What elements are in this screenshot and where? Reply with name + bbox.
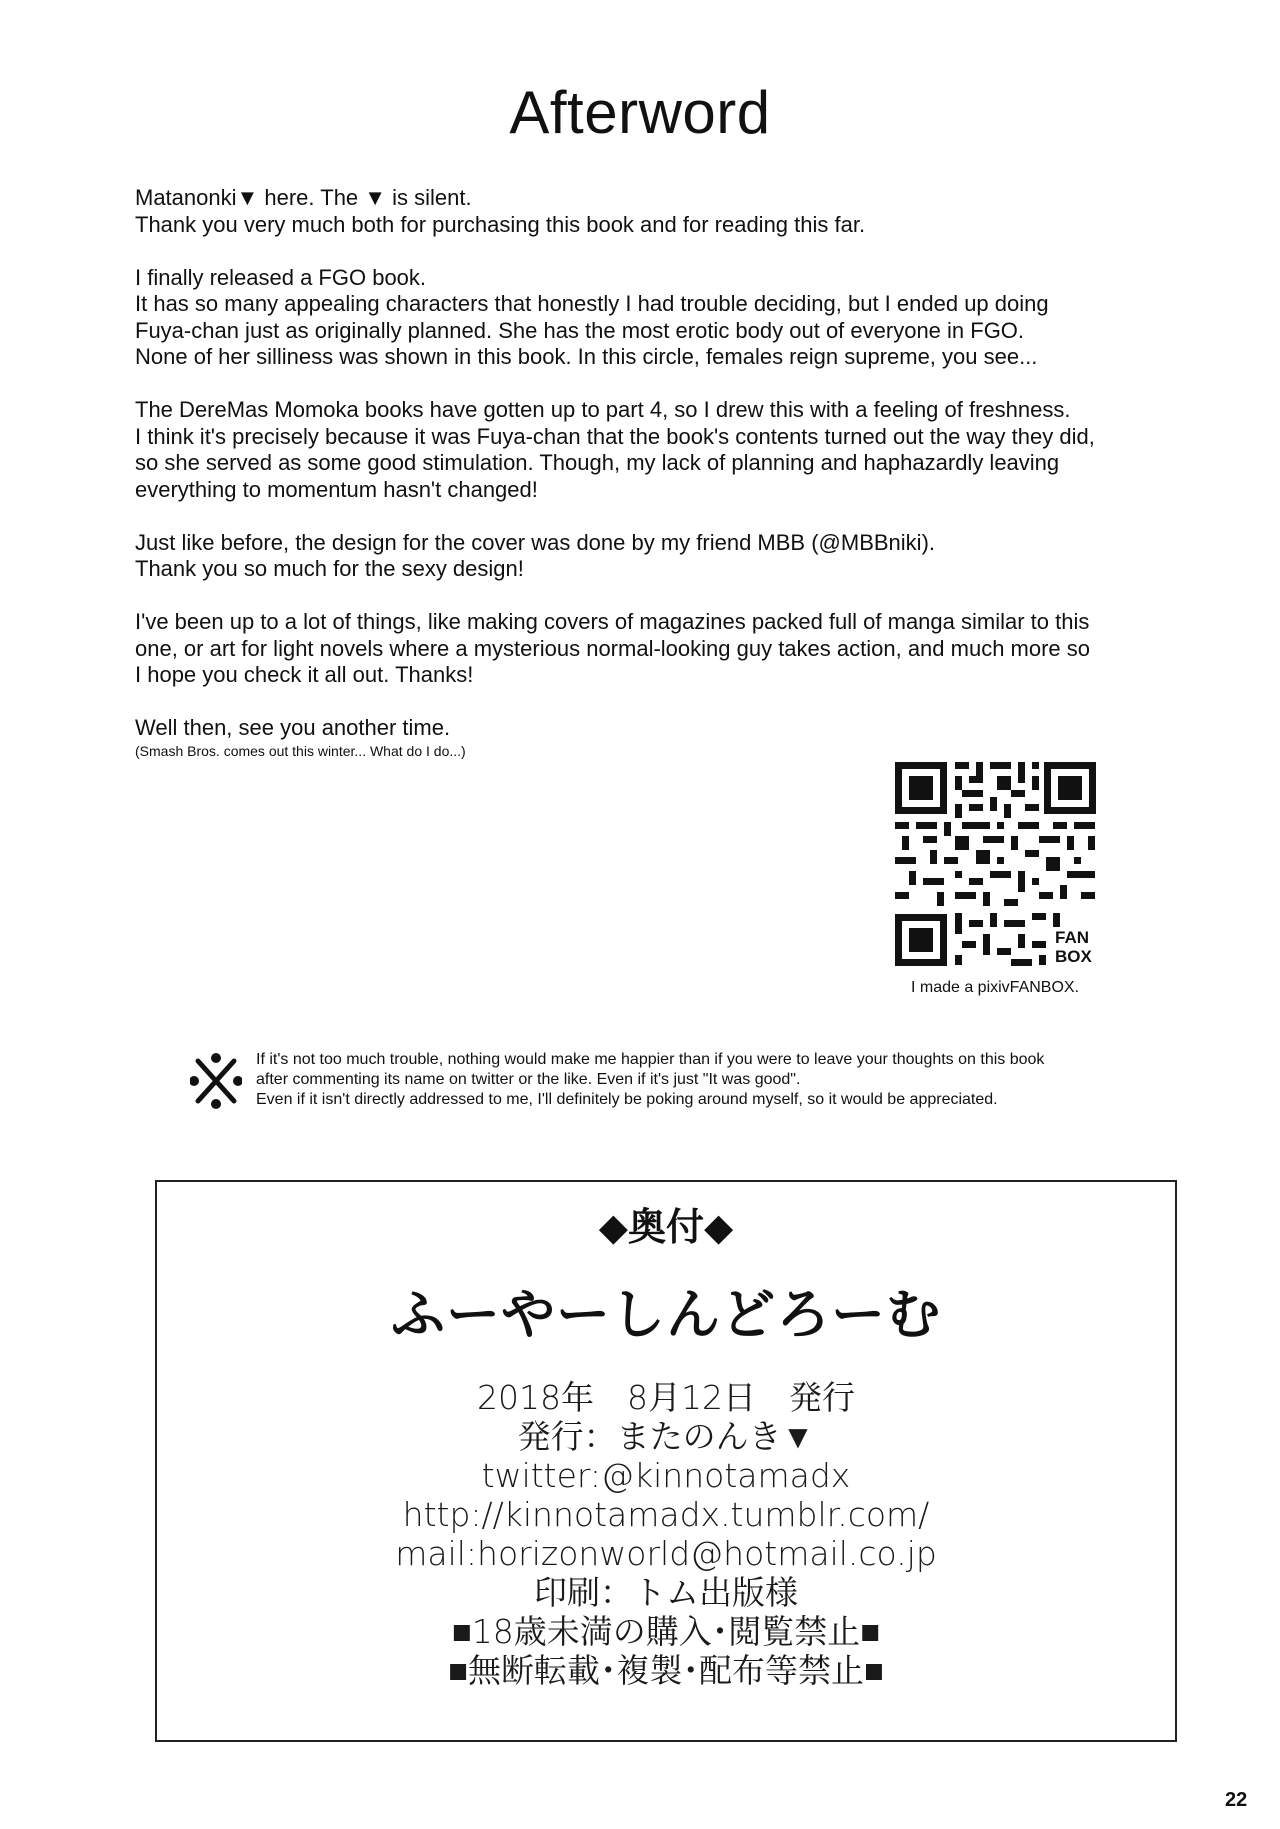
- paragraph-farewell: [135, 715, 1185, 760]
- reproduction-notice: ■無断転載･複製･配布等禁止■: [448, 1651, 884, 1690]
- afterword-body: [135, 185, 1185, 786]
- qr-code-icon: [893, 760, 1098, 968]
- paragraph-intro: [135, 185, 1185, 238]
- text-line: Fuya-chan just as originally planned. She has the most erotic body out of everyone in FGO.: [135, 317, 1025, 343]
- book-title: ふーやーしんどろーむ: [391, 1283, 941, 1346]
- text-line: I've been up to a lot of things, like making covers of magazines packed full of manga similar to this: [135, 609, 1090, 634]
- age-restriction: ■18歳未満の購入･閲覧禁止■: [451, 1612, 881, 1651]
- website-url[interactable]: http://kinnotamadx.tumblr.com/: [402, 1495, 930, 1534]
- paragraph-cover-design: [135, 530, 1185, 583]
- text-line: I think it's precisely because it was Fuya-chan that the book's contents turned out the way they did,: [135, 423, 1095, 449]
- text-line: It has so many appealing characters that honestly I had trouble deciding, but I ended up doing: [135, 291, 1049, 316]
- page-title: Afterword: [509, 79, 771, 146]
- colophon-details: [157, 1378, 1175, 1690]
- email-address[interactable]: mail:horizonworld@hotmail.co.jp: [395, 1534, 937, 1573]
- reference-mark-icon: [190, 1052, 242, 1110]
- text-line: Well then, see you another time.: [135, 715, 451, 740]
- fanbox-badge-line1: FAN: [1055, 928, 1089, 947]
- feedback-notice: [190, 1050, 1190, 1112]
- text-line: Matanonki▼ here. The ▼ is silent.: [135, 185, 472, 210]
- text-line: one, or art for light novels where a mysterious normal-looking guy takes action, and much more so: [135, 635, 1091, 661]
- colophon-box: [155, 1180, 1177, 1742]
- paragraph-deremas: [135, 397, 1185, 503]
- small-note: (Smash Bros. comes out this winter... What do I do...): [135, 742, 466, 759]
- text-line: I finally released a FGO book.: [135, 264, 427, 290]
- text-line: so she served as some good stimulation. Though, my lack of planning and haphazardly leaving: [135, 450, 1060, 475]
- notice-line: after commenting its name on twitter or the like. Even if it's just "It was good".: [256, 1071, 801, 1088]
- printer: 印刷：トム出版様: [534, 1573, 798, 1612]
- colophon-heading: ◆奥付◆: [598, 1205, 734, 1249]
- notice-line: Even if it isn't directly addressed to me, I'll definitely be poking around myself, so it would be appreciated.: [256, 1091, 998, 1108]
- page-number: 22: [1225, 1789, 1248, 1811]
- qr-code[interactable]: [893, 760, 1098, 968]
- qr-caption: I made a pixivFANBOX.: [910, 979, 1080, 996]
- text-line: None of her silliness was shown in this book. In this circle, females reign supreme, you see...: [135, 344, 1038, 369]
- text-line: everything to momentum hasn't changed!: [135, 476, 538, 502]
- paragraph-other-work: [135, 609, 1185, 689]
- text-line: I hope you check it all out. Thanks!: [135, 662, 474, 687]
- fanbox-badge-line2: BOX: [1055, 947, 1092, 966]
- notice-line: If it's not too much trouble, nothing would make me happier than if you were to leave your thoughts on this book: [256, 1051, 1045, 1068]
- text-line: Thank you very much both for purchasing this book and for reading this far.: [135, 211, 866, 237]
- text-line: Just like before, the design for the cover was done by my friend MBB (@MBBniki).: [135, 529, 936, 555]
- text-line: The DereMas Momoka books have gotten up to part 4, so I drew this with a feeling of freshness.: [135, 397, 1071, 422]
- paragraph-fgo-book: [135, 265, 1185, 371]
- text-line: Thank you so much for the sexy design!: [135, 556, 524, 581]
- publisher: 発行：またのんき▼: [517, 1417, 815, 1456]
- twitter-handle[interactable]: twitter:@kinnotamadx: [481, 1456, 851, 1495]
- publish-date: 2018年 8月12日 発行: [477, 1378, 855, 1417]
- notice-text: [256, 1050, 1186, 1110]
